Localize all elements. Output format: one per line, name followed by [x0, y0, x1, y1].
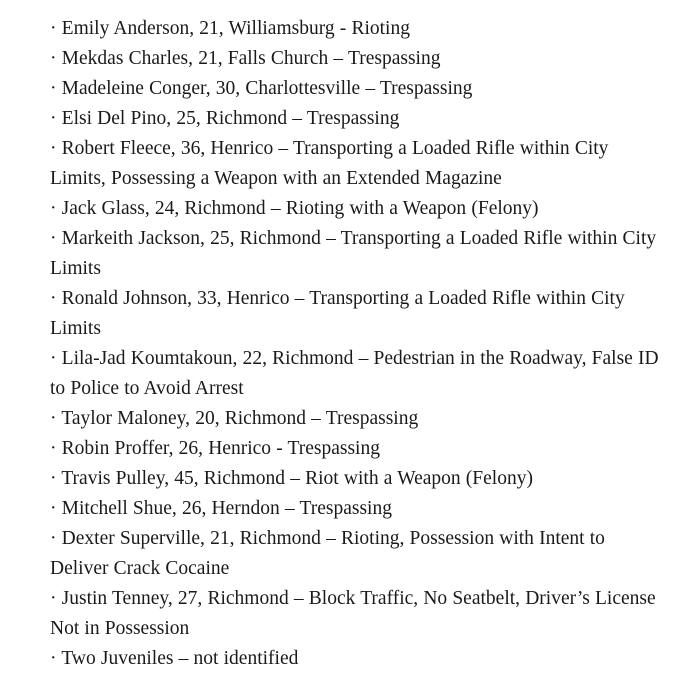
list-item: · Lila-Jad Koumtakoun, 22, Richmond – Pedestrian in the Roadway, False ID to Police to Avoid Arrest [50, 348, 659, 399]
list-item: · Emily Anderson, 21, Williamsburg - Rioting [50, 18, 410, 39]
list-item: · Ronald Johnson, 33, Henrico – Transporting a Loaded Rifle within City Limits [50, 288, 625, 339]
arrest-entry-list [50, 14, 666, 674]
list-item: · Justin Tenney, 27, Richmond – Block Traffic, No Seatbelt, Driver’s License Not in Possession [50, 588, 656, 639]
list-item: · Travis Pulley, 45, Richmond – Riot with a Weapon (Felony) [50, 468, 533, 489]
list-item: · Robin Proffer, 26, Henrico - Trespassing [50, 438, 380, 459]
list-item: · Two Juveniles – not identified [50, 648, 299, 669]
list-item: · Taylor Maloney, 20, Richmond – Trespassing [50, 408, 419, 429]
list-item: · Elsi Del Pino, 25, Richmond – Trespassing [50, 108, 400, 129]
list-item: · Markeith Jackson, 25, Richmond – Transporting a Loaded Rifle within City Limits [50, 228, 657, 279]
list-item: · Mekdas Charles, 21, Falls Church – Trespassing [50, 48, 441, 69]
list-item: · Dexter Superville, 21, Richmond – Rioting, Possession with Intent to Deliver Crack Cocaine [50, 528, 605, 579]
list-item: · Mitchell Shue, 26, Herndon – Trespassing [50, 498, 392, 519]
list-item: · Madeleine Conger, 30, Charlottesville – Trespassing [50, 78, 473, 99]
list-item: · Robert Fleece, 36, Henrico – Transporting a Loaded Rifle within City Limits, Possessing a Weapon with an Extended Magazine [50, 138, 609, 189]
list-item: · Jack Glass, 24, Richmond – Rioting with a Weapon (Felony) [50, 198, 539, 219]
